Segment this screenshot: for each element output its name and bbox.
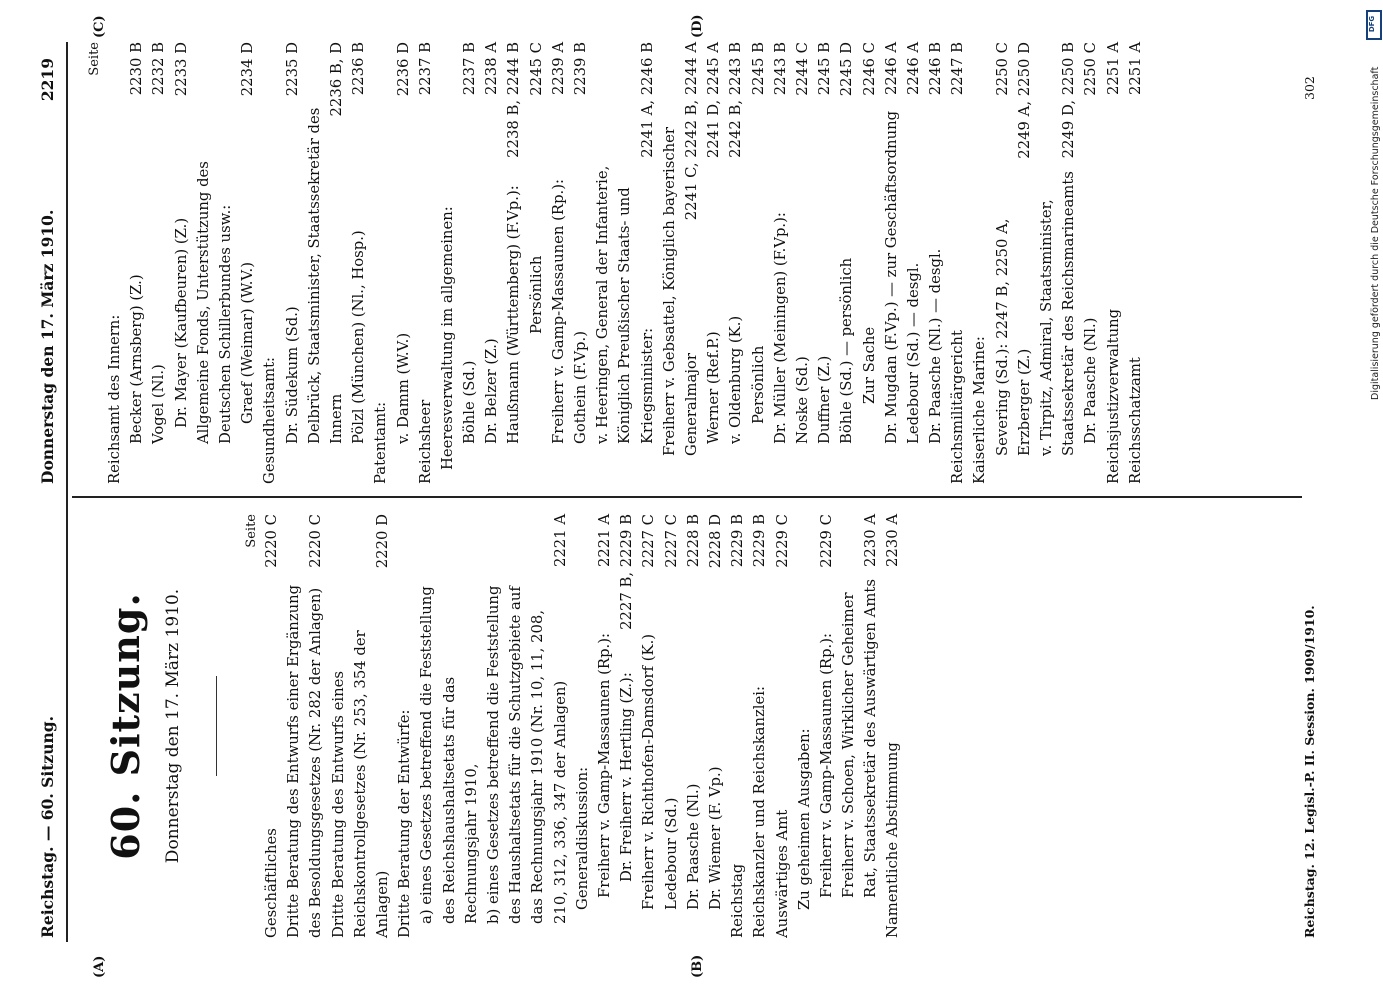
entry-text: Persönlich <box>749 345 767 424</box>
entry-text: Auswärtiges Amt <box>773 809 791 938</box>
entry-page-ref: 2245 B <box>749 42 767 96</box>
entry-text: Reichsjustizverwaltung <box>1104 308 1122 484</box>
entry-page-ref: 2251 A <box>1104 42 1122 96</box>
entry-page-ref: 2246 B <box>927 42 945 96</box>
entry-text: Dritte Beratung des Entwurfs einer Ergänzung des Besoldungsgesetzes (Nr. 282 der Anlagen) <box>285 584 325 938</box>
entry-text: Patentamt: <box>372 401 390 484</box>
entry-text: Freiherr v. Gamp-Massaunen (Rp.): <box>549 179 567 444</box>
entry-page-ref: 2229 B <box>729 514 747 568</box>
index-entry <box>483 514 572 938</box>
index-entry <box>661 514 683 938</box>
index-entry <box>282 42 304 484</box>
entry-page-ref: 2236 B, D <box>327 42 345 117</box>
entry-page-ref: 2227 B, 2229 B <box>618 514 636 630</box>
index-entry <box>925 42 947 484</box>
index-entry <box>283 514 327 938</box>
entry-text: Reichsheer <box>416 399 434 484</box>
index-entry <box>794 514 816 938</box>
entry-text: Reichsamt des Innern: <box>106 314 123 484</box>
entry-page-ref: 2250 C <box>993 42 1011 96</box>
index-entry <box>393 42 415 484</box>
session-title: 60. Sitzung. <box>103 592 148 860</box>
entry-page-ref: 2237 B <box>416 42 434 96</box>
entry-text: Reichskanzler und Reichskanzlei: <box>751 685 769 938</box>
entry-text: Dritte Beratung des Entwurfs eines Reichskontrollgesetzes (Nr. 253, 354 der Anlagen) <box>329 630 391 938</box>
header-rule <box>66 42 68 942</box>
entry-text: Dr. Paasche (Nl.) <box>1082 317 1100 444</box>
entry-page-ref: 2241 D, 2245 A <box>705 42 723 159</box>
entry-page-ref: 2227 C <box>662 514 680 568</box>
dfg-logo: DFG <box>1366 10 1382 40</box>
entry-text: Dr. Mugdan (F.Vp.) — zur Geschäftsordnung <box>882 110 900 444</box>
index-entry <box>748 42 770 484</box>
index-entry <box>104 42 126 484</box>
entry-page-ref: 2236 D <box>394 42 412 97</box>
index-entry <box>836 42 858 484</box>
index-entry <box>814 42 836 484</box>
digitization-note: Digitalisierung gefördert durch die Deutsche Forschungsgemeinschaft <box>1370 66 1381 400</box>
seite-label-right: Seite <box>87 42 102 76</box>
left-entry-list <box>261 514 905 938</box>
entry-text: Dr. Belzer (Z.) <box>483 338 501 444</box>
entry-text: Freiherr v. Gebsattel, Königlich bayerischer Generalmajor <box>660 127 701 456</box>
entry-text: v. Tirpitz, Admiral, Staatsminister, Staatssekretär des Reichsmarineamts <box>1038 171 1078 456</box>
entry-page-ref: 2250 C <box>1082 42 1100 96</box>
entry-page-ref: 2228 B <box>684 514 702 568</box>
entry-text: Dr. Freiherr v. Hertling (Z.): <box>618 672 636 882</box>
entry-text: Pölzl (München) (Nl., Hosp.) <box>350 230 368 444</box>
entry-page-ref: 2241 C, 2242 B, 2244 A <box>683 42 701 221</box>
entry-text: Gesundheitsamt: <box>261 356 279 484</box>
entry-text: v. Oldenburg (K.) <box>727 315 745 444</box>
entry-text: Ledebour (Sd.) <box>662 797 680 910</box>
header-left: Reichstag. — 60. Sitzung. <box>38 716 57 938</box>
entry-page-ref: 2221 A <box>551 514 569 568</box>
entry-page-ref: 2247 B <box>949 42 967 96</box>
entry-page-ref: 2230 A <box>862 514 880 568</box>
index-entry <box>526 42 548 484</box>
entry-page-ref: 2249 D, 2250 B <box>1060 42 1078 159</box>
index-entry <box>792 42 814 484</box>
entry-text: a) eines Gesetzes betreffend die Feststellung des Reichshaushaltsetats für das Rechnungsjahr 1910, <box>418 586 480 924</box>
entry-page-ref: 2246 A <box>882 42 900 96</box>
entry-page-ref: 2246 C <box>860 42 878 96</box>
index-entry <box>727 514 749 938</box>
index-entry <box>1014 42 1036 484</box>
index-entry <box>171 42 193 484</box>
right-column <box>86 42 1147 484</box>
index-entry <box>903 42 925 484</box>
entry-text: Namentliche Abstimmung <box>884 742 902 938</box>
entry-page-ref: 2229 C <box>817 514 835 568</box>
left-column <box>86 514 905 938</box>
entry-text: v. Damm (W.V.) <box>394 332 412 444</box>
index-entry <box>749 514 771 938</box>
entry-text: Dritte Beratung der Entwürfe: <box>396 709 414 938</box>
index-entry <box>592 42 659 484</box>
entry-text: v. Heeringen, General der Infanterie, Königlich Preußischer Staats- und Kriegsminister: <box>594 165 656 444</box>
entry-text: Dr. Müller (Meiningen) (F.Vp.): <box>771 212 789 444</box>
index-entry <box>261 514 283 938</box>
index-entry <box>415 42 437 484</box>
entry-page-ref: 2243 B <box>771 42 789 96</box>
entry-text: Kaiserliche Marine: <box>971 336 989 484</box>
entry-page-ref: 2245 B <box>816 42 834 96</box>
entry-page-ref: 2241 A, 2246 B <box>638 42 656 158</box>
entry-page-ref: 2221 A <box>596 514 613 568</box>
index-entry <box>259 42 281 484</box>
entry-page-ref: 2230 A <box>884 514 902 568</box>
margin-mark-b: (B) <box>690 954 705 978</box>
page-number: 2219 <box>38 58 57 102</box>
entry-text: Böhle (Sd.) — persönlich <box>838 257 856 444</box>
entry-page-ref: 2227 C <box>640 514 658 568</box>
entry-page-ref: 2251 A <box>1126 42 1144 96</box>
index-entry <box>616 514 638 938</box>
entry-page-ref: 2239 A <box>549 42 567 96</box>
index-entry <box>570 42 592 484</box>
index-entry <box>703 42 725 484</box>
entry-text: Reichsmilitärgericht <box>949 330 967 484</box>
running-header <box>38 0 62 1000</box>
entry-text: Dr. Paasche (Nl.) — desgl. <box>927 248 945 444</box>
entry-text: Becker (Arnsberg) (Z.) <box>128 274 146 444</box>
index-entry <box>1080 42 1102 484</box>
footer-signature: 302 <box>1302 76 1317 100</box>
index-entry <box>437 42 459 484</box>
entry-page-ref: 2244 C <box>793 42 811 96</box>
entry-page-ref: 2245 D <box>838 42 856 97</box>
entry-page-ref: 2220 D <box>374 514 391 569</box>
entry-page-ref: 2234 D <box>239 42 257 97</box>
entry-page-ref: 2237 B <box>461 42 479 96</box>
index-entry <box>770 42 792 484</box>
index-entry <box>859 42 881 484</box>
entry-page-ref: 2232 B <box>150 42 168 96</box>
index-entry <box>992 42 1014 484</box>
entry-text: Freiherr v. Richthofen-Damsdorf (K.) <box>640 633 658 910</box>
index-entry <box>838 514 882 938</box>
entry-text: Reichstag <box>729 863 747 938</box>
entry-page-ref: 2220 C <box>263 514 280 568</box>
entry-text: Erzberger (Z.) <box>1015 348 1033 456</box>
entry-page-ref: 2249 A, 2250 D <box>1015 42 1033 159</box>
index-entry <box>148 42 170 484</box>
entry-text: Dr. Mayer (Kaufbeuren) (Z.) <box>172 217 190 428</box>
entry-text: b) eines Gesetzes betreffend die Feststellung des Haushaltsetats für die Schutzgebiete auf das Rechnungsjahr 1910 (Nr. 10, 11, 208, 210, 312, 336, 347 der Anlagen) <box>485 585 569 924</box>
entry-page-ref: 2233 D <box>172 42 190 97</box>
index-entry <box>416 514 483 938</box>
entry-page-ref: 2245 C <box>527 42 545 96</box>
index-entry <box>816 514 838 938</box>
entry-text: Delbrück, Staatsminister, Staatssekretär des Innern <box>305 107 345 444</box>
header-right: Donnerstag den 17. März 1910. <box>38 209 57 484</box>
index-entry <box>772 514 794 938</box>
index-entry <box>594 514 616 938</box>
entry-text: Reichsschatzamt <box>1126 357 1144 484</box>
entry-page-ref: 2220 C <box>307 514 325 568</box>
margin-mark-d: (D) <box>690 14 705 38</box>
index-entry <box>705 514 727 938</box>
entry-text: Vogel (Nl.) <box>150 364 168 444</box>
index-entry <box>725 42 747 484</box>
entry-page-ref: 2228 D <box>706 514 724 569</box>
index-entry <box>394 514 416 938</box>
entry-page-ref: 2239 B <box>572 42 590 96</box>
index-entry <box>572 514 594 938</box>
entry-text: Graef (Weimar) (W.V.) <box>239 262 257 424</box>
entry-text: Dr. Südekum (Sd.) <box>283 306 301 444</box>
index-entry <box>328 514 395 938</box>
index-entry <box>304 42 348 484</box>
index-entry <box>659 42 703 484</box>
index-entry <box>683 514 705 938</box>
index-entry <box>548 42 570 484</box>
entry-text: Zu geheimen Ausgaben: <box>795 728 813 910</box>
index-entry <box>237 42 259 484</box>
entry-page-ref: 2246 A <box>904 42 922 96</box>
index-entry <box>481 42 503 484</box>
entry-page-ref: 2229 C <box>773 514 791 568</box>
index-entry <box>638 514 660 938</box>
index-entry <box>882 514 904 938</box>
footer-left: Reichstag. 12. Legisl.-P. II. Session. 1909/1910. <box>1302 605 1317 938</box>
index-entry <box>1125 42 1147 484</box>
entry-text: Gothein (F.Vp.) <box>572 331 590 444</box>
index-entry <box>370 42 392 484</box>
entry-text: Duffner (Z.) <box>816 355 834 444</box>
entry-text: Allgemeine Fonds, Unterstützung des Deutschen Schillerbundes usw.: <box>194 161 234 444</box>
index-entry <box>126 42 148 484</box>
entry-text: Persönlich <box>527 255 545 334</box>
right-entry-list <box>104 42 1147 484</box>
entry-page-ref: 2229 B <box>751 514 769 568</box>
entry-text: Severing (Sd.): 2247 B, 2250 A, <box>993 218 1011 456</box>
entry-page-ref: 2230 B <box>128 42 146 96</box>
entry-page-ref: 2238 B, 2244 B <box>505 42 523 158</box>
entry-page-ref: 2236 B <box>350 42 368 96</box>
index-entry <box>459 42 481 484</box>
index-entry <box>1103 42 1125 484</box>
entry-page-ref: 2235 D <box>283 42 301 97</box>
entry-text: Dr. Paasche (Nl.) <box>684 783 702 910</box>
entry-text: Freiherr v. Gamp-Massaunen (Rp.): <box>596 633 613 898</box>
seite-label: Seite <box>244 514 259 548</box>
title-separator <box>216 676 217 776</box>
entry-text: Noske (Sd.) <box>793 356 811 444</box>
entry-text: Heeresverwaltung im allgemeinen: <box>438 206 456 470</box>
index-entry <box>193 42 237 484</box>
entry-text: Freiherr v. Gamp-Massaunen (Rp.): <box>817 633 835 898</box>
entry-text: Ledebour (Sd.) — desgl. <box>904 262 922 444</box>
entry-text: Dr. Wiemer (F. Vp.) <box>706 766 724 910</box>
index-entry <box>1036 42 1080 484</box>
entry-text: Zur Sache <box>860 326 878 404</box>
entry-page-ref: 2242 B, 2243 B <box>727 42 745 158</box>
entry-text: Böhle (Sd.) <box>461 360 479 444</box>
margin-mark-a: (A) <box>92 955 107 978</box>
entry-text: Haußmann (Württemberg) (F.Vp.): <box>505 185 523 444</box>
index-entry <box>881 42 903 484</box>
entry-text: Geschäftliches <box>263 828 280 938</box>
margin-mark-c: (C) <box>92 15 107 38</box>
column-divider <box>72 496 1302 498</box>
index-entry <box>503 42 525 484</box>
index-entry <box>969 42 991 484</box>
entry-text: Freiherr v. Schoen, Wirklicher Geheimer Rat, Staatssekretär des Auswärtigen Amts <box>840 579 880 898</box>
entry-page-ref: 2238 A <box>483 42 501 96</box>
session-date: Donnerstag den 17. März 1910. <box>163 588 183 864</box>
index-entry <box>348 42 370 484</box>
index-entry <box>947 42 969 484</box>
entry-text: Werner (Ref.P.) <box>705 331 723 444</box>
entry-text: Generaldiskussion: <box>573 766 591 910</box>
